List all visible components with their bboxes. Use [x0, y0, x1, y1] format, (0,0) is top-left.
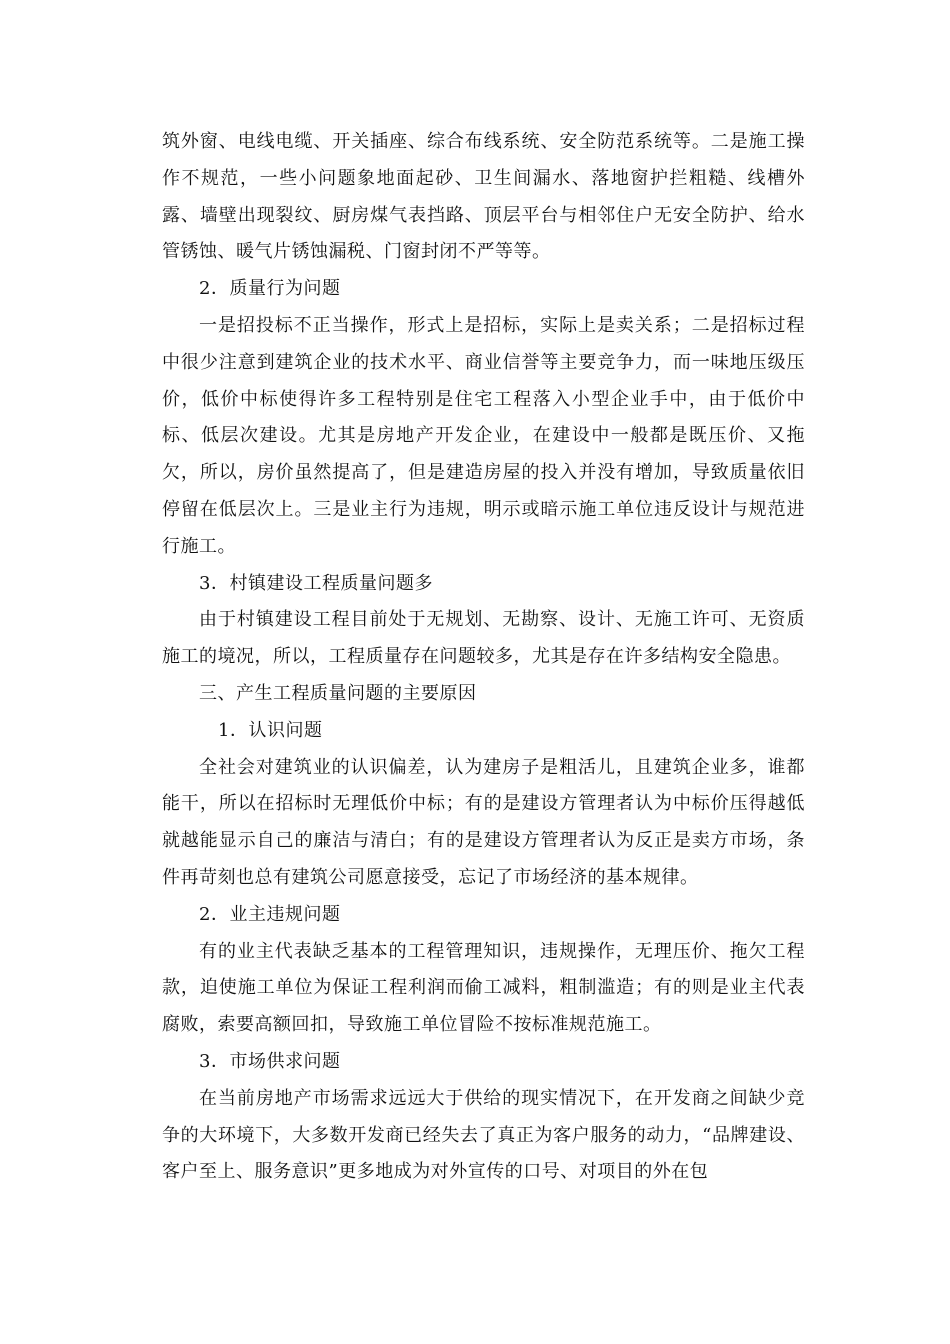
chapter-heading-main-causes: 三、产生工程质量问题的主要原因 — [199, 682, 477, 704]
section-heading-quality-behavior: 2．质量行为问题 — [199, 278, 341, 300]
paragraph-owner-violations: 有的业主代表缺乏基本的工程管理知识，违规操作，无理压价、拖欠工程款，迫使施工单位为保证工程利润而偷工减料，粗制滥造；有的则是业主代表腐败，索要高额回扣，导致施工单位冒险不按标准规范施工。 — [162, 940, 805, 1036]
paragraph-market-supply: 在当前房地产市场需求远远大于供给的现实情况下，在开发商之间缺少竞争的大环境下，大多数开发商已经失去了真正为客户服务的动力，“品牌建设、客户至上、服务意识”更多地成为对外宣传的口号、对项目的外在包 — [162, 1087, 805, 1183]
document-body — [162, 124, 805, 1191]
paragraph-awareness: 全社会对建筑业的认识偏差，认为建房子是粗活儿，且建筑企业多，谁都能干，所以在招标时无理低价中标；有的是建设方管理者认为中标价压得越低就越能显示自己的廉洁与清白；有的是建设方管理者认为反正是卖方市场，条件再苛刻也总有建筑公司愿意接受，忘记了市场经济的基本规律。 — [162, 756, 805, 888]
paragraph-continued: 筑外窗、电线电缆、开关插座、综合布线系统、安全防范系统等。二是施工操作不规范，一些小问题象地面起砂、卫生间漏水、落地窗护拦粗糙、线槽外露、墙壁出现裂纹、厨房煤气表挡路、顶层平台与相邻住户无安全防护、给水管锈蚀、暖气片锈蚀漏税、门窗封闭不严等等。 — [162, 131, 805, 263]
paragraph-village: 由于村镇建设工程目前处于无规划、无勘察、设计、无施工许可、无资质施工的境况，所以，工程质量存在问题较多，尤其是存在许多结构安全隐患。 — [162, 609, 805, 668]
section-heading-awareness: 1．认识问题 — [218, 719, 323, 741]
paragraph-bidding: 一是招投标不正当操作，形式上是招标，实际上是卖关系；二是招标过程中很少注意到建筑企业的技术水平、商业信誉等主要竞争力，而一味地压级压价，低价中标使得许多工程特别是住宅工程落入小型企业手中，由于低价中标、低层次建设。尤其是房地产开发企业，在建设中一般都是既压价、又拖欠，所以，房价虽然提高了，但是建造房屋的投入并没有增加，导致质量依旧停留在低层次上。三是业主行为违规，明示或暗示施工单位违反设计与规范进行施工。 — [162, 314, 805, 557]
section-heading-market-supply: 3．市场供求问题 — [199, 1050, 341, 1072]
section-heading-village-construction: 3．村镇建设工程质量问题多 — [199, 572, 433, 594]
section-heading-owner-violations: 2．业主违规问题 — [199, 903, 341, 925]
